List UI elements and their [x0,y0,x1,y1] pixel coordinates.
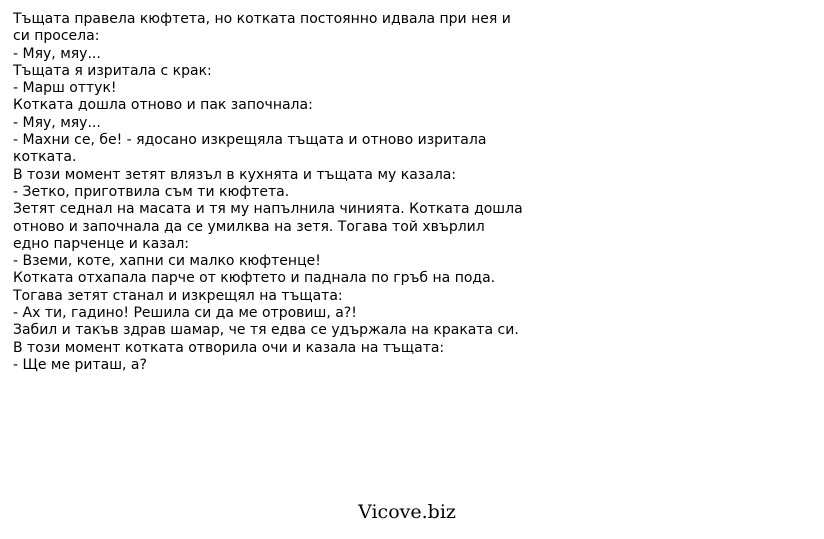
joke-line: - Мяу, мяу... [13,114,101,131]
joke-text [13,11,813,374]
joke-line: В този момент зетят влязъл в кухнята и тъщата му казала: [13,166,457,183]
joke-line: отново и започнала да се умилква на зетя. Тогава той хвърлил [13,218,485,235]
joke-line: Котката отхапала парче от кюфтето и паднала по гръб на пода. [13,270,496,287]
joke-line: - Махни се, бе! - ядосано изкрещяла тъщата и отново изритала [13,132,487,149]
joke-line: - Ще ме риташ, а? [13,356,147,373]
joke-line: В този момент котката отворила очи и казала на тъщата: [13,339,445,356]
joke-line: - Вземи, коте, хапни си малко кюфтенце! [13,253,321,270]
joke-line: - Мяу, мяу... [13,45,101,62]
joke-line: Зетят седнал на масата и тя му напълнила чинията. Котката дошла [13,201,523,218]
joke-line: Котката дошла отново и пак започнала: [13,97,313,114]
joke-line: - Марш оттук! [13,80,117,97]
joke-line: Тъщата правела кюфтета, но котката постоянно идвала при нея и [13,11,511,27]
joke-line: си просела: [13,28,100,45]
joke-line: Тогава зетят станал и изкрещял на тъщата: [13,287,343,304]
joke-line: Тъщата я изритала с крак: [13,62,212,79]
joke-line: едно парченце и казал: [13,235,189,252]
joke-line: котката. [13,149,77,166]
joke-line: Забил и такъв здрав шамар, че тя едва се удържала на краката си. [13,322,519,339]
joke-line: - Ах ти, гадино! Решила си да ме отровиш, а?! [13,305,357,322]
site-watermark: Vicove.biz [358,501,456,523]
joke-line: - Зетко, приготвила съм ти кюфтета. [13,183,290,200]
